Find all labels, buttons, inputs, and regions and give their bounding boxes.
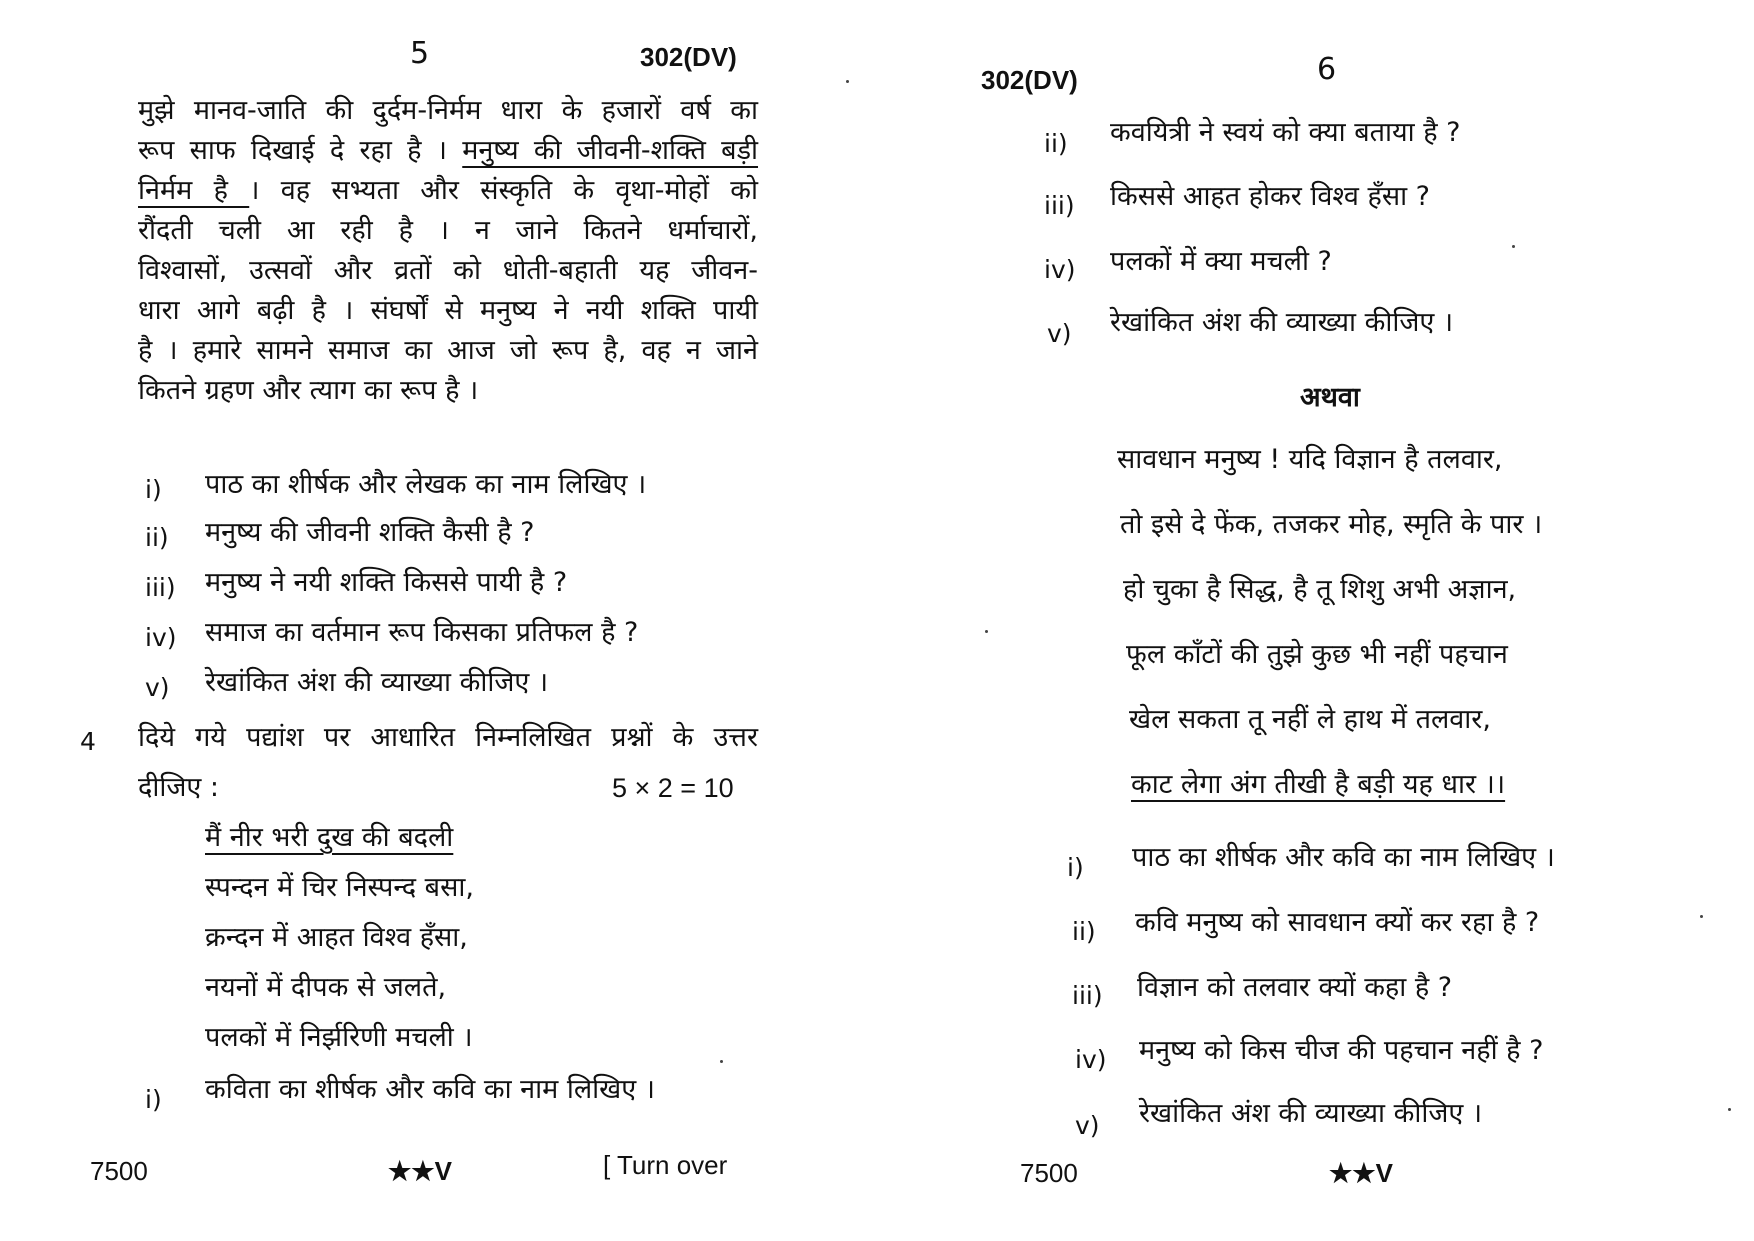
question-text: मनुष्य ने नयी शक्ति किससे पायी है ? (205, 567, 568, 598)
question-number: iii) (1072, 981, 1103, 1010)
question-text: पाठ का शीर्षक और कवि का नाम लिखिए । (1132, 842, 1555, 873)
footer-copy-count: 7500 (1020, 1158, 1078, 1188)
scan-speck (846, 80, 849, 83)
question-number: i) (1067, 853, 1084, 882)
question-number: i) (145, 1085, 162, 1114)
or-separator: अथवा (1300, 382, 1360, 413)
page-number: 6 (1317, 52, 1337, 87)
question-text: कविता का शीर्षक और कवि का नाम लिखिए । (205, 1074, 656, 1105)
poem-line: क्रन्दन में आहत विश्व हँसा, (205, 922, 468, 953)
question-text: समाज का वर्तमान रूप किसका प्रतिफल है ? (205, 617, 639, 648)
question-number: ii) (1072, 917, 1096, 946)
passage-line: निर्मम है । वह सभ्यता और संस्कृति के वृथा-मोहों को (138, 175, 758, 206)
footer-mark: ★★V (1329, 1158, 1393, 1188)
passage-line: विश्वासों, उत्सवों और व्रतों को धोती-बहाती यह जीवन- (138, 255, 758, 286)
question-text: दिये गये पद्यांश पर आधारित निम्नलिखित प्रश्नों के उत्तर (138, 722, 758, 753)
underlined-text: मनुष्य की जीवनी-शक्ति बड़ी (462, 135, 759, 166)
question-text: विज्ञान को तलवार क्यों कहा है ? (1137, 972, 1453, 1003)
question-number: v) (145, 673, 170, 702)
question-text: पलकों में क्या मचली ? (1110, 246, 1332, 277)
question-number: iv) (1075, 1045, 1107, 1074)
poem-line: स्पन्दन में चिर निस्पन्द बसा, (205, 872, 474, 903)
question-text: दीजिए : (138, 772, 219, 803)
question-text: पाठ का शीर्षक और लेखक का नाम लिखिए । (205, 469, 647, 500)
underlined-text: निर्मम है (138, 175, 250, 206)
turn-over-note: [ Turn over (603, 1150, 728, 1180)
passage-line: रूप साफ दिखाई दे रहा है । मनुष्य की जीवनी-शक्ति बड़ी (138, 135, 759, 166)
footer-mark: ★★V (388, 1156, 452, 1186)
page-number: 5 (410, 36, 430, 71)
question-number: ii) (145, 523, 169, 552)
question-text: कवि मनुष्य को सावधान क्यों कर रहा है ? (1135, 907, 1540, 938)
poem-line: काट लेगा अंग तीखी है बड़ी यह धार ।। (1131, 769, 1506, 800)
poem-line: मैं नीर भरी दुख की बदली (205, 822, 454, 853)
paper-code: 302(DV) (981, 65, 1078, 95)
passage-line: है । हमारे सामने समाज का आज जो रूप है, वह न जाने (138, 335, 758, 366)
poem-line: तो इसे दे फेंक, तजकर मोह, स्मृति के पार । (1120, 509, 1543, 540)
question-number: ii) (1044, 129, 1068, 158)
scan-speck (985, 630, 988, 633)
question-text: रेखांकित अंश की व्याख्या कीजिए । (1110, 307, 1454, 338)
scan-speck (720, 1060, 723, 1063)
question-number: iii) (145, 573, 176, 602)
poem-line: पलकों में निर्झरिणी मचली । (205, 1022, 473, 1053)
question-text: किससे आहत होकर विश्व हँसा ? (1110, 181, 1430, 212)
poem-line: नयनों में दीपक से जलते, (205, 972, 447, 1003)
scan-speck (1728, 1108, 1731, 1111)
passage-line: धारा आगे बढ़ी है । संघर्षों से मनुष्य ने नयी शक्ति पायी (138, 295, 758, 326)
poem-line: सावधान मनुष्य ! यदि विज्ञान है तलवार, (1117, 444, 1503, 475)
question-text: रेखांकित अंश की व्याख्या कीजिए । (205, 667, 549, 698)
marks-label: 5 × 2 = 10 (612, 773, 734, 803)
poem-line: खेल सकता तू नहीं ले हाथ में तलवार, (1129, 704, 1491, 735)
scan-speck (1512, 245, 1515, 248)
question-text: कवयित्री ने स्वयं को क्या बताया है ? (1110, 117, 1461, 148)
paper-code: 302(DV) (640, 42, 737, 72)
scan-speck (1700, 915, 1703, 918)
question-number: iv) (1044, 255, 1076, 284)
passage-line: रौंदती चली आ रही है । न जाने कितने धर्माचारों, (138, 215, 758, 246)
question-number: iv) (145, 623, 177, 652)
right-page (877, 0, 1754, 1241)
question-number: v) (1047, 319, 1072, 348)
question-number: v) (1075, 1111, 1100, 1140)
question-text: रेखांकित अंश की व्याख्या कीजिए । (1139, 1098, 1483, 1129)
passage-line: कितने ग्रहण और त्याग का रूप है । (138, 375, 479, 406)
passage-line: मुझे मानव-जाति की दुर्दम-निर्मम धारा के हजारों वर्ष का (138, 95, 758, 126)
question-text: मनुष्य की जीवनी शक्ति कैसी है ? (205, 517, 535, 548)
footer-copy-count: 7500 (90, 1156, 148, 1186)
question-number: iii) (1044, 191, 1075, 220)
poem-line: फूल काँटों की तुझे कुछ भी नहीं पहचान (1126, 639, 1508, 670)
question-number: i) (145, 475, 162, 504)
question-text: मनुष्य को किस चीज की पहचान नहीं है ? (1139, 1035, 1544, 1066)
poem-line: हो चुका है सिद्ध, है तू शिशु अभी अज्ञान, (1123, 574, 1517, 605)
question-number: 4 (80, 727, 96, 756)
